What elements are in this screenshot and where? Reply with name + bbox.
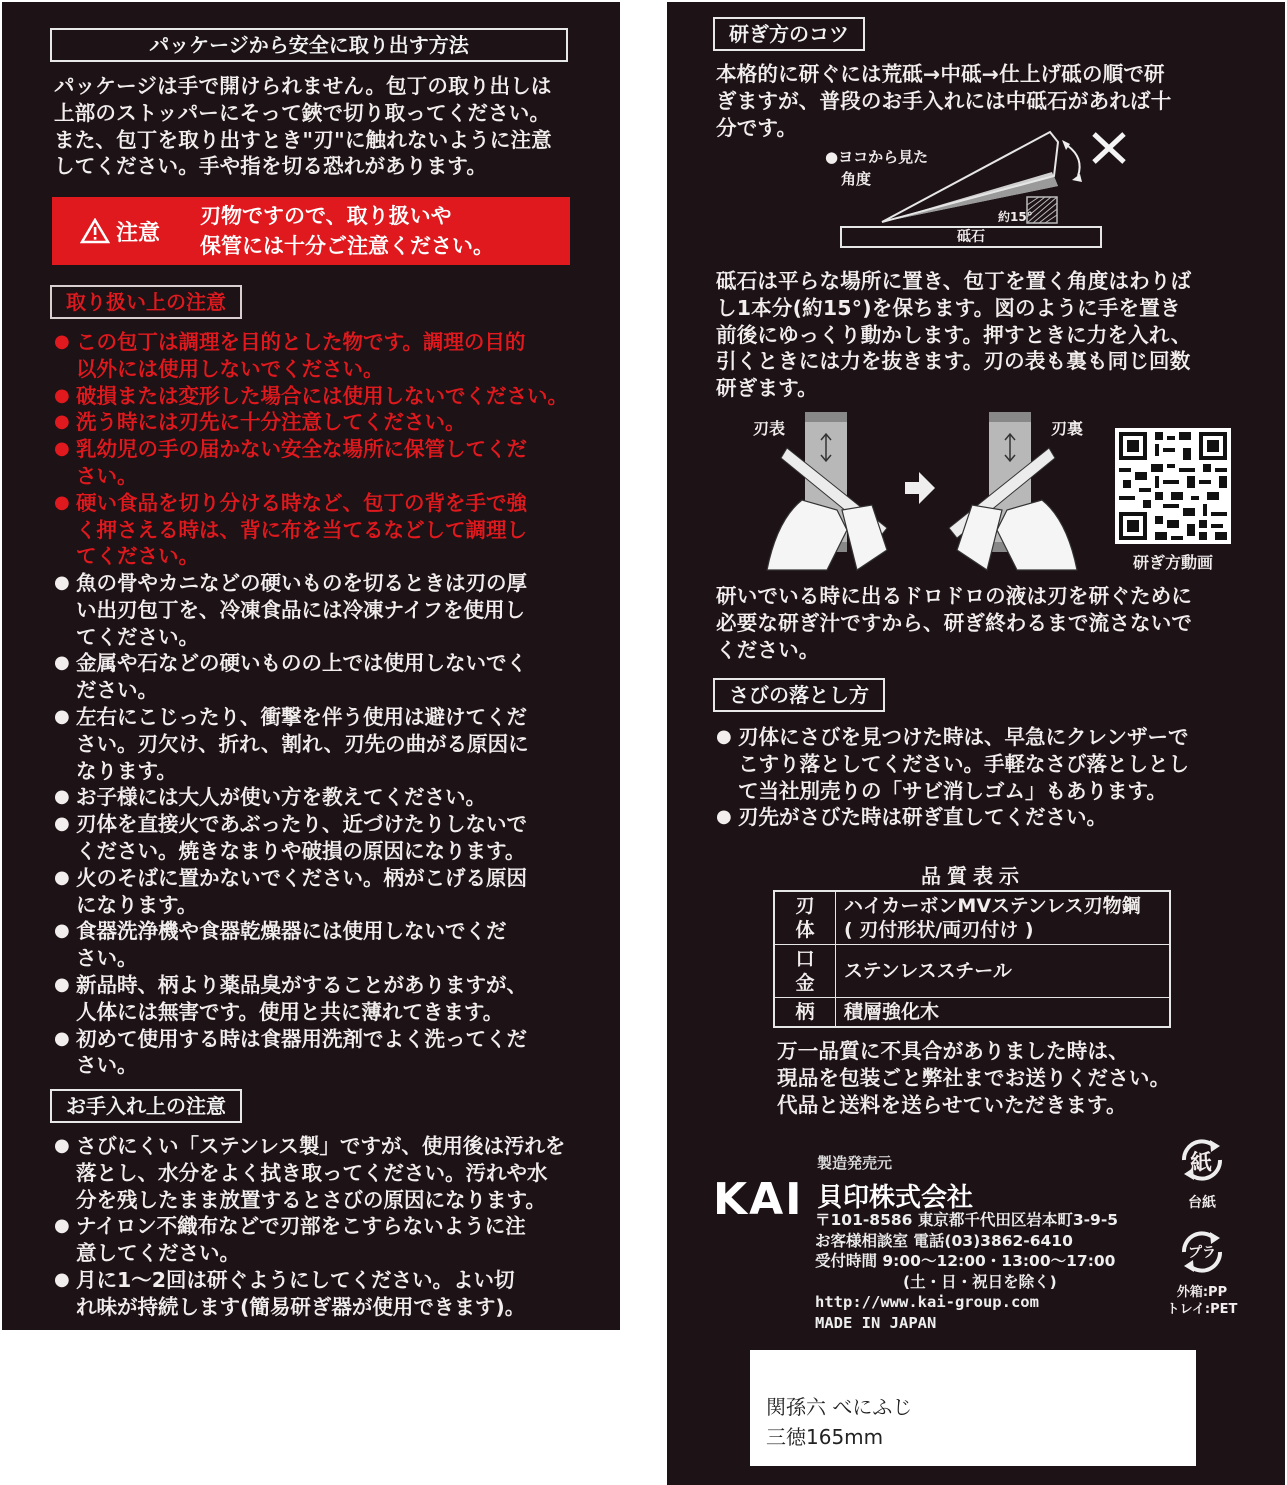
package-heading: パッケージから安全に取り出す方法 xyxy=(50,28,568,62)
qr-code[interactable] xyxy=(1115,428,1231,544)
handling-red-list xyxy=(54,329,579,570)
maker-label: 製造発売元 xyxy=(817,1154,893,1172)
list-item: ● 左右にこじったり、衝撃を伴う使用は避けてくだ さい。刃欠け、折れ、割れ、刃先の曲がる原因に なります。 xyxy=(54,704,579,784)
list-item: ● 火のそばに置かないでください。柄がこげる原因 になります。 xyxy=(54,865,579,919)
sharpening-illustration xyxy=(747,410,1107,575)
quality-table xyxy=(773,890,1171,1028)
qr-caption: 研ぎ方動画 xyxy=(1132,553,1213,572)
product-size: 三徳165mm xyxy=(766,1425,884,1449)
warning-label: 注意 xyxy=(116,220,161,246)
list-item: ● お子様には大人が使い方を教えてください。 xyxy=(54,784,579,811)
stone-text: 砥石は平らな場所に置き、包丁を置く角度はわりば し1本分(約15°)を保ちます。図のように手を置き 前後にゆっくり動かします。押すときに力を入れ、 引くときには力を抜きます。刃の表も裏も同じ回数 研ぎます。 xyxy=(716,269,1192,401)
list-item: ● 刃体を直接火であぶったり、近づけたりしないで ください。焼きなまりや破損の原因になります。 xyxy=(54,811,579,865)
list-item: ● 魚の骨やカニなどの硬いものを切るときは刃の厚 い出刃包丁を、冷凍食品には冷凍ナイフを使用し てください。 xyxy=(54,570,579,650)
list-item: ● 新品時、柄より薬品臭がすることがありますが、 人体には無害です。使用と共に薄れてきます。 xyxy=(54,972,579,1026)
table-row: 口 金 ステンレススチール xyxy=(774,945,1170,998)
plastic-recycle-mark: プラ 外箱:PP トレイ:PET xyxy=(1165,1224,1239,1318)
left-panel xyxy=(2,2,620,1330)
right-panel xyxy=(667,2,1285,1485)
list-item: ● 金属や石などの硬いものの上では使用しないでく ださい。 xyxy=(54,650,579,704)
handling-heading: 取り扱い上の注意 xyxy=(50,285,242,319)
list-item: ● 乳幼児の手の届かない安全な場所に保管してくだ さい。 xyxy=(54,436,579,490)
warning-banner xyxy=(52,197,570,265)
angle-diagram xyxy=(822,124,1152,254)
handling-white-list xyxy=(54,570,579,1079)
slurry-text: 研いでいる時に出るドロドロの液は刃を研ぐために 必要な研ぎ汁ですから、研ぎ終わるまで流さないで ください。 xyxy=(716,584,1193,662)
list-item: ● ナイロン不織布などで刃部をこすらないように注 意してください。 xyxy=(54,1213,579,1267)
list-item: ● さびにくい「ステンレス製」ですが、使用後は汚れを 落とし、水分をよく拭き取ってください。汚れや水 分を残したまま放置するとさびの原因になります。 xyxy=(54,1133,579,1213)
list-item: ● 破損または変形した場合には使用しないでください。 xyxy=(54,383,579,410)
list-item: ● 刃体にさびを見つけた時は、早急にクレンザーで こすり落としてください。手軽なさび落としとし て当社別売りの「サビ消しゴム」もあります。 xyxy=(716,724,1246,804)
product-label xyxy=(750,1350,1196,1466)
sharpen-text: 本格的に研ぐには荒砥→中砥→仕上げ砥の順で研 ぎますが、普段のお手入れには中砥石があれば十 分です。 xyxy=(716,62,1172,140)
diagram-side-label: ●ヨコから見た 角度 xyxy=(825,148,929,188)
list-item: ● この包丁は調理を目的とした物です。調理の目的 以外には使用しないでください。 xyxy=(54,329,579,383)
list-item: ● 食器洗浄機や食器乾燥器には使用しないでくだ さい。 xyxy=(54,918,579,972)
list-item: ● 初めて使用する時は食器用洗剤でよく洗ってくだ さい。 xyxy=(54,1026,579,1080)
defect-text: 万一品質に不具合がありました時は、 現品を包装ごと弊社までお送りください。 代品と送料を送らせていただきます。 xyxy=(777,1039,1171,1117)
care-heading: お手入れ上の注意 xyxy=(50,1089,242,1123)
hands-sharpening-icon xyxy=(747,410,1107,575)
sharpen-heading: 研ぎ方のコツ xyxy=(713,17,865,51)
company-contact: 〒101-8586 東京都千代田区岩本町3-9-5 お客様相談室 電話(03)3862-6410 受付時間 9:00〜12:00・13:00〜17:00 (土・日・祝日を除く) http://www.kai-group.com MADE IN JAPAN xyxy=(815,1211,1119,1332)
rust-list xyxy=(716,724,1246,831)
kai-logo: KAI xyxy=(713,1174,804,1225)
front-label: 刃表 xyxy=(753,419,786,438)
qr-code-icon xyxy=(1115,428,1231,544)
list-item: ● 月に1〜2回は研ぐようにしてください。よい切 れ味が持続します(簡易研ぎ器が使用できます)。 xyxy=(54,1267,579,1321)
company-name: 貝印株式会社 xyxy=(817,1183,974,1213)
quality-title: 品質表示 xyxy=(921,864,1025,888)
product-name: 関孫六 べにふじ xyxy=(766,1395,913,1419)
rust-heading: さびの落とし方 xyxy=(713,678,885,712)
list-item: ● 硬い食品を切り分ける時など、包丁の背を手で強 く押さえる時は、背に布を当てるなどして調理し てください。 xyxy=(54,490,579,570)
back-label: 刃裏 xyxy=(1051,419,1084,438)
warning-message: 刃物ですので、取り扱いや 保管には十分ご注意ください。 xyxy=(200,204,494,258)
table-row: 刃 体 ハイカーボンMVステンレス刃物鋼 ( 刃付形状/両刃付け ) xyxy=(774,891,1170,945)
diagram-stone: 砥石 xyxy=(840,226,1102,248)
package-text: パッケージは手で開けられません。包丁の取り出しは 上部のストッパーにそって鋏で切り取ってください。 また、包丁を取り出すとき"刃"に触れないように注意 してください。手や指を切る恐れがあります。 xyxy=(54,74,552,179)
care-list xyxy=(54,1133,579,1321)
table-row: 柄 積層強化木 xyxy=(774,998,1170,1028)
paper-recycle-mark: 紙 台紙 xyxy=(1172,1132,1232,1212)
list-item: ● 洗う時には刃先に十分注意してください。 xyxy=(54,409,579,436)
diagram-angle: 約15° xyxy=(998,210,1033,224)
warning-triangle-icon xyxy=(80,218,110,244)
list-item: ● 刃先がさびた時は研ぎ直してください。 xyxy=(716,804,1246,831)
